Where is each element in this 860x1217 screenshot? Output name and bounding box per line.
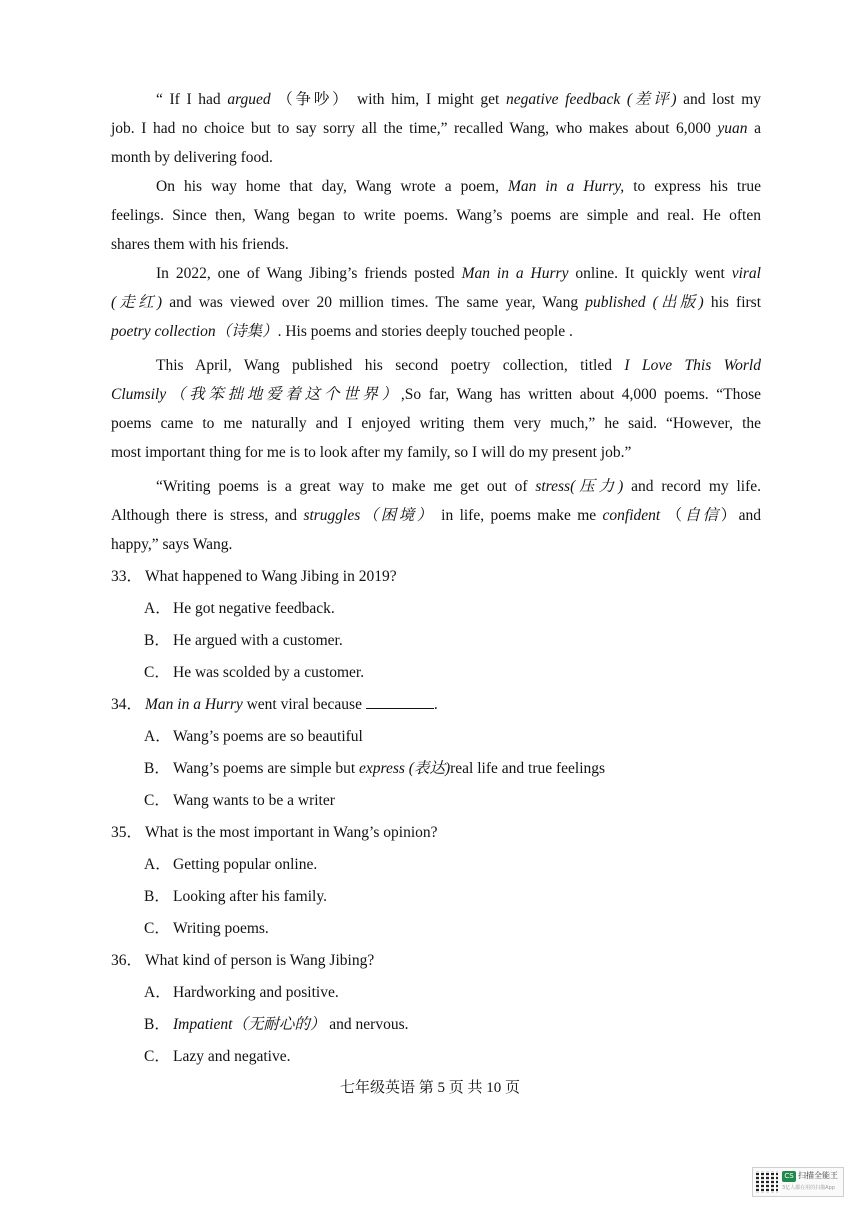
text-line xyxy=(111,288,761,317)
text-line xyxy=(111,114,761,143)
option-text xyxy=(173,600,335,617)
text-run: This April, Wang published his second poetry collection, titled xyxy=(156,357,625,374)
text-run: Getting popular online. xyxy=(173,856,318,873)
text-line xyxy=(111,530,761,559)
question-text: What kind of person is Wang Jibing? xyxy=(145,952,375,969)
option-33-c xyxy=(144,662,364,684)
passage-paragraph-4 xyxy=(111,351,761,467)
passage-paragraph-5 xyxy=(111,472,761,559)
question-text: What is the most important in Wang’s opinion? xyxy=(145,824,438,841)
question-end: . xyxy=(433,696,438,713)
option-35-a xyxy=(144,854,317,876)
text-line xyxy=(111,438,761,467)
option-text xyxy=(173,888,327,905)
italic-term: yuan xyxy=(717,120,748,137)
cs-logo-icon: CS xyxy=(782,1171,796,1182)
text-run: online. It quickly went xyxy=(568,265,732,282)
question-number: 35． xyxy=(111,824,143,841)
question-text xyxy=(145,696,366,713)
option-text xyxy=(173,1016,408,1033)
scanner-app-tagline: 3亿人都在用的扫描App xyxy=(782,1185,835,1191)
text-line xyxy=(111,172,761,201)
answer-blank[interactable] xyxy=(366,694,434,709)
text-line xyxy=(111,380,761,409)
italic-term: struggles（困境） xyxy=(303,507,435,524)
option-letter: B． xyxy=(144,760,170,777)
question-text: What happened to Wang Jibing in 2019? xyxy=(145,568,397,585)
text-run: ）and xyxy=(720,507,761,524)
text-run: job. I had no choice but to say sorry all the time,” recalled Wang, who makes about 6,000 xyxy=(111,120,718,137)
italic-term: Impatient（无耐心的） xyxy=(173,1016,326,1033)
italic-term: poetry collection（诗集） xyxy=(111,323,278,340)
italic-term: stress(压力) xyxy=(535,478,624,495)
text-line xyxy=(111,143,761,172)
italic-term: Man in a Hurry xyxy=(461,265,569,282)
question-36 xyxy=(111,950,374,972)
text-run: and record my life. xyxy=(623,478,761,495)
option-letter: C． xyxy=(144,792,170,809)
option-text xyxy=(173,664,364,681)
text-run: “ If I had xyxy=(156,91,228,108)
text-line xyxy=(111,472,761,501)
option-text xyxy=(173,856,317,873)
option-letter: C． xyxy=(144,1048,170,1065)
option-33-a xyxy=(144,598,335,620)
scanner-app-name: 扫描全能王 xyxy=(798,1171,838,1180)
passage-paragraph-2 xyxy=(111,172,761,259)
option-34-b xyxy=(144,758,605,780)
italic-term: Clumsily（我笨拙地爱着这个世界） xyxy=(111,386,401,403)
option-text xyxy=(173,760,605,777)
option-text xyxy=(173,1048,290,1065)
text-run: Lazy and negative. xyxy=(173,1048,291,1065)
question-33 xyxy=(111,566,397,588)
option-letter: A． xyxy=(144,984,171,1001)
text-run: Looking after his family. xyxy=(173,888,327,905)
text-run: “Writing poems is a great way to make me get out of xyxy=(156,478,536,495)
option-letter: A． xyxy=(144,600,171,617)
italic-term: Man in a Hurry xyxy=(145,696,243,713)
question-number: 33． xyxy=(111,568,143,585)
text-run: In 2022, one of Wang Jibing’s friends posted xyxy=(156,265,462,282)
text-run: （ xyxy=(660,507,685,524)
text-run: a xyxy=(747,120,761,137)
option-letter: B． xyxy=(144,1016,170,1033)
question-number: 34． xyxy=(111,696,143,713)
italic-term: express (表达) xyxy=(359,760,451,777)
option-text xyxy=(173,920,269,937)
italic-term: 自信 xyxy=(684,507,721,524)
option-36-c xyxy=(144,1046,290,1068)
qr-code-icon xyxy=(756,1171,778,1193)
text-run: real life and true feelings xyxy=(450,760,606,777)
italic-term: negative feedback (差评) xyxy=(506,91,677,108)
text-line xyxy=(111,409,761,438)
option-text xyxy=(173,792,335,809)
option-36-a xyxy=(144,982,339,1004)
text-run: went viral because xyxy=(242,696,366,713)
option-text xyxy=(173,728,363,745)
option-letter: A． xyxy=(144,856,171,873)
passage-paragraph-1 xyxy=(111,85,761,172)
text-run: in life, poems make me xyxy=(434,507,603,524)
text-run: and was viewed over 20 million times. The same year, Wang xyxy=(162,294,586,311)
italic-term: published (出版) xyxy=(585,294,704,311)
text-run: poems came to me naturally and I enjoyed writing them very much,” he said. “However, the xyxy=(111,415,761,432)
text-line xyxy=(111,317,761,346)
scanner-watermark xyxy=(752,1167,844,1197)
option-letter: A． xyxy=(144,728,171,745)
text-run: and nervous. xyxy=(325,1016,409,1033)
text-run: Hardworking and positive. xyxy=(173,984,339,1001)
italic-term: I Love This World xyxy=(624,357,761,374)
passage-paragraph-3 xyxy=(111,259,761,346)
italic-term: (走红) xyxy=(111,294,163,311)
text-run: Wang’s poems are so beautiful xyxy=(173,728,363,745)
text-run: On his way home that day, Wang wrote a poem, xyxy=(156,178,508,195)
option-text xyxy=(173,632,343,649)
text-run: shares them with his friends. xyxy=(111,236,289,253)
option-36-b xyxy=(144,1014,408,1036)
text-run: and lost my xyxy=(676,91,762,108)
text-line xyxy=(111,201,761,230)
text-run: （争吵） with him, I might get xyxy=(270,91,507,108)
option-35-b xyxy=(144,886,327,908)
option-35-c xyxy=(144,918,269,940)
question-34 xyxy=(111,694,438,716)
italic-term: argued xyxy=(227,91,271,108)
option-34-c xyxy=(144,790,335,812)
text-line xyxy=(111,230,761,259)
text-run: happy,” says Wang. xyxy=(111,536,233,553)
text-run: his first xyxy=(703,294,761,311)
text-run: most important thing for me is to look after my family, so I will do my present job.” xyxy=(111,444,632,461)
text-line xyxy=(111,501,761,530)
italic-term: viral xyxy=(731,265,761,282)
italic-term: Man in a Hurry, xyxy=(507,178,625,195)
text-run: He was scolded by a customer. xyxy=(173,664,365,681)
italic-term: confident xyxy=(602,507,661,524)
option-34-a xyxy=(144,726,363,748)
text-run: He argued with a customer. xyxy=(173,632,343,649)
text-line xyxy=(111,85,761,114)
question-35 xyxy=(111,822,438,844)
text-run: He got negative feedback. xyxy=(173,600,335,617)
text-run: month by delivering food. xyxy=(111,149,273,166)
option-letter: B． xyxy=(144,888,170,905)
option-letter: C． xyxy=(144,664,170,681)
text-run: Although there is stress, and xyxy=(111,507,304,524)
text-run: Wang wants to be a writer xyxy=(173,792,335,809)
text-line xyxy=(111,259,761,288)
text-run: feelings. Since then, Wang began to write poems. Wang’s poems are simple and real. He often xyxy=(111,207,761,224)
question-number: 36． xyxy=(111,952,143,969)
option-letter: B． xyxy=(144,632,170,649)
text-run: Wang’s poems are simple but xyxy=(173,760,360,777)
text-run: . His poems and stories deeply touched people . xyxy=(277,323,573,340)
option-33-b xyxy=(144,630,343,652)
page-footer: 七年级英语 第 5 页 共 10 页 xyxy=(339,1080,520,1096)
text-line xyxy=(111,351,761,380)
option-letter: C． xyxy=(144,920,170,937)
text-run: ,So far, Wang has written about 4,000 poems. “Those xyxy=(400,386,761,403)
option-text xyxy=(173,984,339,1001)
text-run: to express his true xyxy=(624,178,762,195)
text-run: Writing poems. xyxy=(173,920,269,937)
